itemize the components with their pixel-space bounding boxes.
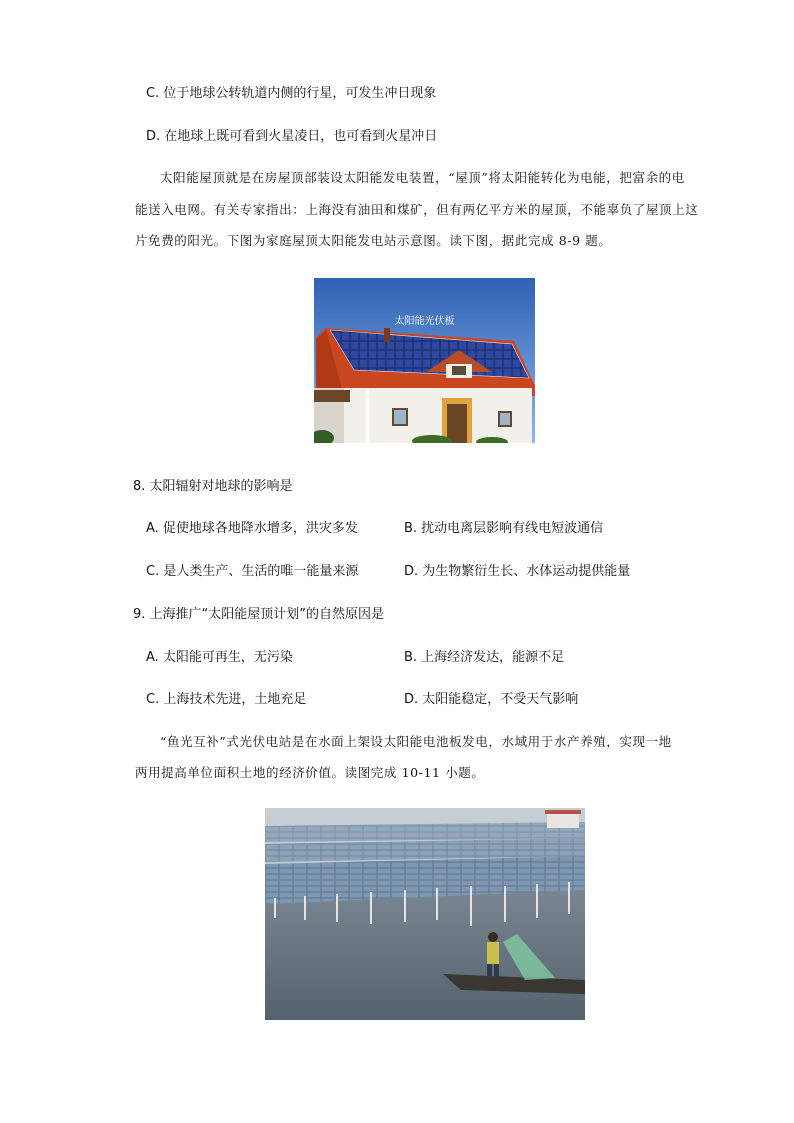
passage1-line3: 片免费的阳光。下图为家庭屋顶太阳能发电站示意图。读下图，据此完成 8-9 题。	[135, 233, 612, 248]
option-c-prev: C. 位于地球公转轨道内侧的行星，可发生冲日现象	[146, 86, 437, 101]
passage1-line2: 能送入电网。有关专家指出：上海没有油田和煤矿，但有两亿平方米的屋顶，不能辜负了屋顶上这	[135, 202, 699, 217]
q8-option-b: B. 扰动电离层影响有线电短波通信	[404, 521, 604, 536]
q8-option-a: A. 促使地球各地降水增多，洪灾多发	[146, 521, 358, 536]
q9-option-b: B. 上海经济发达，能源不足	[404, 650, 565, 665]
rooftop-solar-figure	[314, 278, 535, 443]
q8-option-c: C. 是人类生产、生活的唯一能量来源	[146, 564, 359, 579]
rooftop-solar-house-image	[314, 278, 535, 443]
q9-stem: 9. 上海推广“太阳能屋顶计划”的自然原因是	[133, 607, 385, 622]
q8-option-d: D. 为生物繁衍生长、水体运动提供能量	[404, 564, 631, 579]
q9-option-c: C. 上海技术先进，土地充足	[146, 692, 307, 707]
passage1-line1: 太阳能屋顶就是在房屋顶部装设太阳能发电装置，“屋顶”将太阳能转化为电能，把富余的电	[160, 170, 685, 185]
fishery-solar-station-image	[265, 808, 585, 1020]
q9-option-a: A. 太阳能可再生，无污染	[146, 650, 293, 665]
option-d-prev: D. 在地球上既可看到火星凌日，也可看到火星冲日	[146, 129, 438, 144]
solar-panel-label: 太阳能光伏板	[394, 316, 455, 327]
q9-option-d: D. 太阳能稳定，不受天气影响	[404, 692, 579, 707]
passage2-line2: 两用提高单位面积土地的经济价值。读图完成 10-11 小题。	[135, 765, 485, 780]
q8-stem: 8. 太阳辐射对地球的影响是	[133, 479, 293, 494]
fishery-solar-figure	[265, 808, 585, 1020]
passage2-line1: “鱼光互补”式光伏电站是在水面上架设太阳能电池板发电，水域用于水产养殖，实现一地	[160, 734, 672, 749]
